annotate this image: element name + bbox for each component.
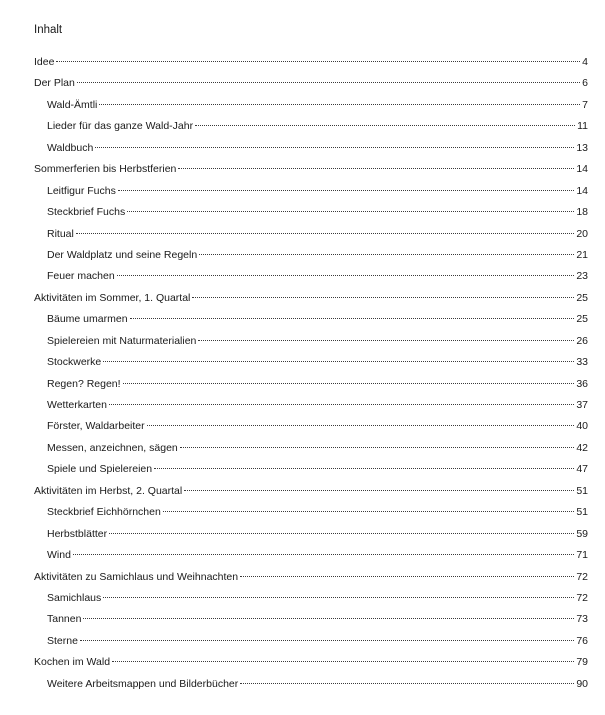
- toc-subsection-entry[interactable]: [34, 395, 588, 416]
- toc-section-entry[interactable]: [34, 73, 588, 94]
- toc-entry-title: Bäume umarmen: [47, 313, 128, 326]
- toc-entry-page-number: 21: [576, 248, 588, 261]
- toc-subsection-entry[interactable]: [34, 116, 588, 137]
- toc-dot-leader: [127, 211, 574, 212]
- toc-dot-leader: [83, 618, 574, 619]
- toc-dot-leader: [147, 425, 575, 426]
- toc-entry-title: Aktivitäten im Sommer, 1. Quartal: [34, 291, 191, 304]
- toc-dot-leader: [109, 404, 574, 405]
- toc-subsection-entry[interactable]: [34, 309, 588, 330]
- toc-entry-page-number: 13: [576, 141, 588, 154]
- toc-entry-title: Steckbrief Fuchs: [47, 206, 126, 219]
- toc-entry-page-number: 37: [576, 399, 588, 411]
- toc-entry-page-number: 72: [576, 591, 588, 604]
- toc-entry-page-number: 14: [576, 163, 588, 176]
- toc-dot-leader: [103, 597, 574, 598]
- toc-entry-title: Förster, Waldarbeiter: [47, 420, 145, 433]
- toc-subsection-entry[interactable]: [34, 524, 588, 545]
- toc-dot-leader: [103, 361, 574, 362]
- toc-dot-leader: [240, 576, 574, 577]
- toc-entry-title: Lieder für das ganze Wald-Jahr: [47, 120, 194, 133]
- toc-subsection-entry[interactable]: [34, 138, 588, 159]
- toc-entry-title: Tannen: [47, 613, 82, 626]
- toc-entry-title: Spiele und Spielereien: [47, 463, 153, 476]
- toc-dot-leader: [199, 254, 574, 255]
- toc-subsection-entry[interactable]: [34, 245, 588, 266]
- toc-entry-page-number: 25: [576, 291, 588, 304]
- toc-section-entry[interactable]: [34, 567, 588, 588]
- toc-dot-leader: [192, 297, 574, 298]
- toc-entry-page-number: 26: [576, 334, 588, 347]
- toc-entry-title: Feuer machen: [47, 270, 115, 283]
- toc-subsection-entry[interactable]: [34, 374, 588, 395]
- toc-entry-title: Ritual: [47, 227, 74, 240]
- toc-entry-title: Wetterkarten: [47, 399, 107, 411]
- toc-dot-leader: [117, 275, 575, 276]
- toc-subsection-entry[interactable]: [34, 545, 588, 566]
- toc-subsection-entry[interactable]: [34, 181, 588, 202]
- toc-entry-page-number: 90: [576, 677, 588, 690]
- toc-dot-leader: [56, 61, 580, 62]
- toc-entry-page-number: 4: [582, 56, 588, 68]
- toc-dot-leader: [123, 383, 575, 384]
- toc-dot-leader: [184, 490, 574, 491]
- toc-dot-leader: [80, 640, 574, 641]
- toc-entry-page-number: 59: [576, 527, 588, 540]
- toc-entry-page-number: 36: [576, 377, 588, 390]
- toc-heading: Inhalt: [34, 24, 63, 36]
- toc-entry-page-number: 33: [576, 356, 588, 369]
- toc-entry-page-number: 51: [576, 506, 588, 519]
- toc-entry-title: Der Plan: [34, 77, 75, 90]
- toc-entry-title: Spielereien mit Naturmaterialien: [47, 334, 197, 347]
- toc-entry-title: Wald-Ämtli: [47, 98, 98, 111]
- toc-dot-leader: [109, 533, 574, 534]
- toc-entry-title: Sterne: [47, 634, 78, 647]
- toc-entry-page-number: 79: [576, 656, 588, 669]
- toc-entry-page-number: 47: [576, 463, 588, 476]
- toc-subsection-entry[interactable]: [34, 352, 588, 373]
- toc-dot-leader: [73, 554, 574, 555]
- toc-dot-leader: [77, 82, 580, 83]
- toc-entry-title: Aktivitäten im Herbst, 2. Quartal: [34, 484, 183, 497]
- toc-entry-page-number: 25: [576, 313, 588, 326]
- toc-subsection-entry[interactable]: [34, 331, 588, 352]
- toc-dot-leader: [112, 661, 574, 662]
- toc-subsection-entry[interactable]: [34, 459, 588, 480]
- toc-subsection-entry[interactable]: [34, 588, 588, 609]
- toc-dot-leader: [198, 340, 574, 341]
- toc-subsection-entry[interactable]: [34, 674, 588, 695]
- toc-entry-page-number: 7: [582, 98, 588, 111]
- toc-dot-leader: [178, 168, 574, 169]
- toc-entry-page-number: 73: [576, 613, 588, 626]
- toc-entry-page-number: 51: [576, 484, 588, 497]
- toc-section-entry[interactable]: [34, 288, 588, 309]
- toc-entry-page-number: 42: [576, 441, 588, 454]
- toc-entry-page-number: 20: [576, 227, 588, 240]
- toc-entry-title: Der Waldplatz und seine Regeln: [47, 248, 198, 261]
- toc-dot-leader: [163, 511, 574, 512]
- toc-entry-page-number: 23: [576, 270, 588, 283]
- toc-entry-title: Wind: [47, 549, 71, 562]
- toc-subsection-entry[interactable]: [34, 266, 588, 287]
- toc-entry-title: Steckbrief Eichhörnchen: [47, 506, 161, 519]
- toc-subsection-entry[interactable]: [34, 202, 588, 223]
- toc-subsection-entry[interactable]: [34, 224, 588, 245]
- toc-entry-title: Kochen im Wald: [34, 656, 111, 669]
- toc-entry-page-number: 40: [576, 420, 588, 433]
- toc-entry-title: Regen? Regen!: [47, 377, 121, 390]
- toc-section-entry[interactable]: [34, 481, 588, 502]
- table-of-contents: [34, 52, 588, 695]
- toc-subsection-entry[interactable]: [34, 502, 588, 523]
- toc-subsection-entry[interactable]: [34, 416, 588, 437]
- toc-dot-leader: [95, 147, 574, 148]
- toc-dot-leader: [118, 190, 574, 191]
- toc-entry-title: Aktivitäten zu Samichlaus und Weihnachten: [34, 570, 239, 583]
- toc-dot-leader: [180, 447, 575, 448]
- toc-entry-title: Samichlaus: [47, 591, 102, 604]
- toc-entry-page-number: 71: [576, 549, 588, 562]
- toc-subsection-entry[interactable]: [34, 631, 588, 652]
- toc-entry-title: Stockwerke: [47, 356, 102, 369]
- toc-section-entry[interactable]: [34, 52, 588, 73]
- toc-entry-title: Sommerferien bis Herbstferien: [34, 163, 177, 176]
- toc-dot-leader: [99, 104, 580, 105]
- toc-entry-title: Idee: [34, 56, 55, 68]
- toc-section-entry[interactable]: [34, 652, 588, 673]
- toc-entry-title: Messen, anzeichnen, sägen: [47, 441, 178, 454]
- toc-dot-leader: [130, 318, 575, 319]
- toc-section-entry[interactable]: [34, 159, 588, 180]
- toc-entry-page-number: 18: [576, 206, 588, 219]
- toc-entry-title: Leitfigur Fuchs: [47, 184, 116, 197]
- toc-subsection-entry[interactable]: [34, 438, 588, 459]
- toc-dot-leader: [76, 233, 574, 234]
- toc-entry-page-number: 72: [576, 570, 588, 583]
- toc-entry-title: Waldbuch: [47, 141, 94, 154]
- toc-dot-leader: [154, 468, 574, 469]
- toc-entry-page-number: 14: [576, 184, 588, 197]
- toc-entry-title: Weitere Arbeitsmappen und Bilderbücher: [47, 677, 239, 690]
- toc-entry-title: Herbstblätter: [47, 527, 108, 540]
- toc-subsection-entry[interactable]: [34, 609, 588, 630]
- toc-entry-page-number: 6: [582, 77, 588, 90]
- toc-entry-page-number: 11: [577, 120, 588, 133]
- toc-entry-page-number: 76: [576, 634, 588, 647]
- toc-dot-leader: [240, 683, 574, 684]
- toc-dot-leader: [195, 125, 575, 126]
- toc-subsection-entry[interactable]: [34, 95, 588, 116]
